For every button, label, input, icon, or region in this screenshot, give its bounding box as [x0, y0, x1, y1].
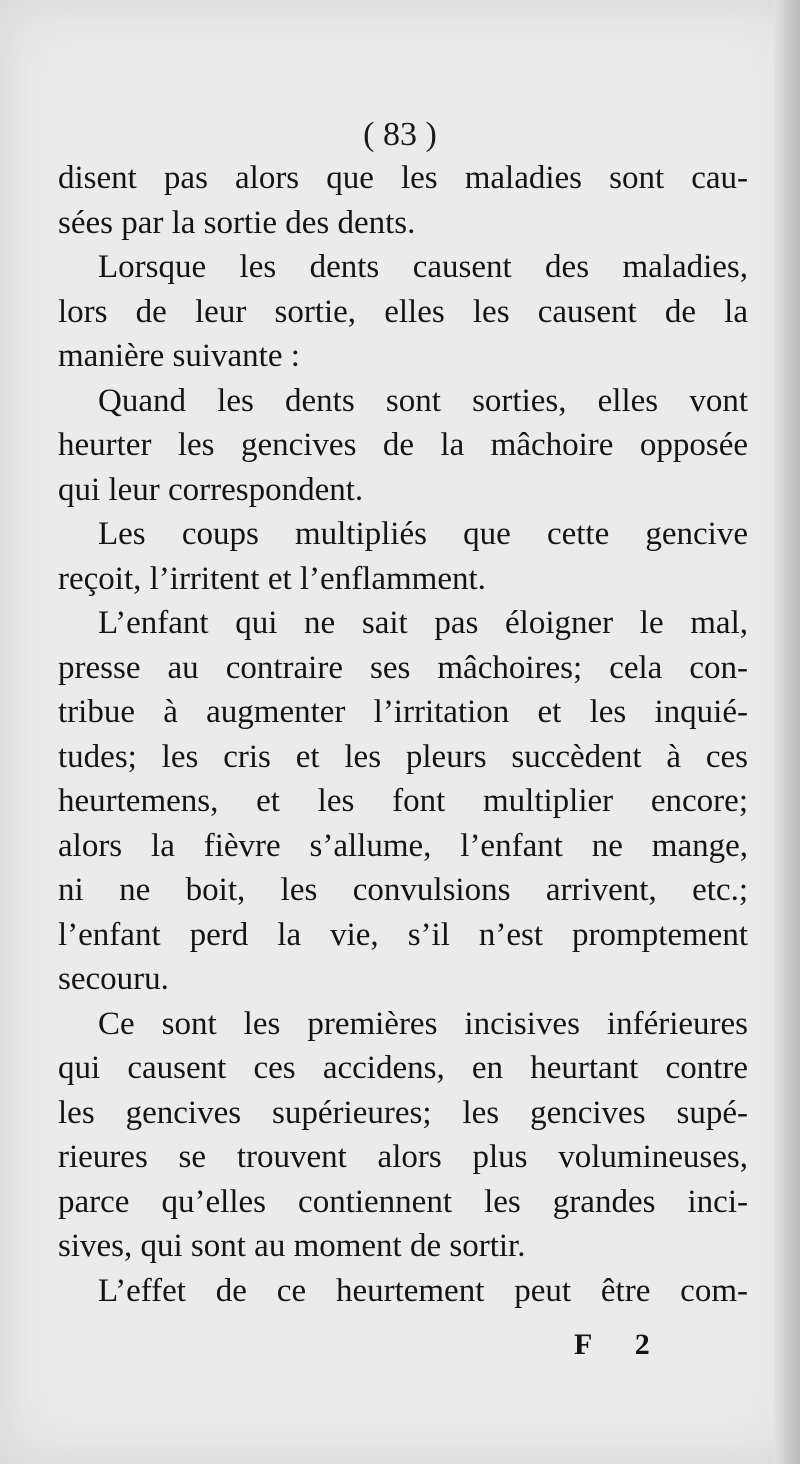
- text-line: les gencives supérieures; les gencives supé-: [58, 1094, 748, 1131]
- text-line: ni ne boit, les convulsions arrivent, etc.;: [58, 872, 748, 908]
- text-line: presse au contraire ses mâchoires; cela con-: [58, 649, 748, 686]
- text-line: Ce sont les premières incisives inférieures: [98, 1005, 748, 1042]
- text-line: rieures se trouvent alors plus volumineuses,: [58, 1139, 748, 1175]
- body-text: [58, 156, 748, 1313]
- text-line: l’enfant perd la vie, s’il n’est promptement: [58, 916, 748, 953]
- text-line: Quand les dents sont sorties, elles vont: [98, 382, 748, 419]
- text-line: lors de leur sortie, elles les causent de la: [58, 293, 748, 330]
- text-line: heurter les gencives de la mâchoire opposée: [58, 427, 748, 463]
- text-line: parce qu’elles contiennent les grandes inci-: [58, 1183, 748, 1220]
- text-line: disent pas alors que les maladies sont cau-: [58, 160, 748, 196]
- page-edge-shadow: [774, 0, 800, 1464]
- text-line: sives, qui sont au moment de sortir.: [58, 1228, 526, 1264]
- text-line: qui leur correspondent.: [58, 471, 364, 508]
- text-line: tudes; les cris et les pleurs succèdent à ces: [58, 738, 748, 775]
- text-line: alors la fièvre s’allume, l’enfant ne mange,: [58, 827, 748, 864]
- text-line: sées par la sortie des dents.: [58, 204, 416, 241]
- text-line: heurtemens, et les font multiplier encore;: [58, 783, 748, 819]
- text-line: secouru.: [58, 961, 169, 997]
- text-line: Les coups multipliés que cette gencive: [98, 516, 748, 552]
- text-line: qui causent ces accidens, en heurtant contre: [58, 1050, 748, 1086]
- text-line: tribue à augmenter l’irritation et les inquié-: [58, 694, 748, 730]
- page-number: ( 83 ): [363, 116, 437, 153]
- text-line: reçoit, l’irritent et l’enflamment.: [58, 560, 486, 597]
- signature-mark: F 2: [574, 1328, 668, 1361]
- text-line: L’effet de ce heurtement peut être com-: [98, 1272, 748, 1309]
- text-line: manière suivante :: [58, 338, 300, 374]
- text-line: L’enfant qui ne sait pas éloigner le mal,: [98, 605, 748, 641]
- text-line: Lorsque les dents causent des maladies,: [98, 249, 748, 285]
